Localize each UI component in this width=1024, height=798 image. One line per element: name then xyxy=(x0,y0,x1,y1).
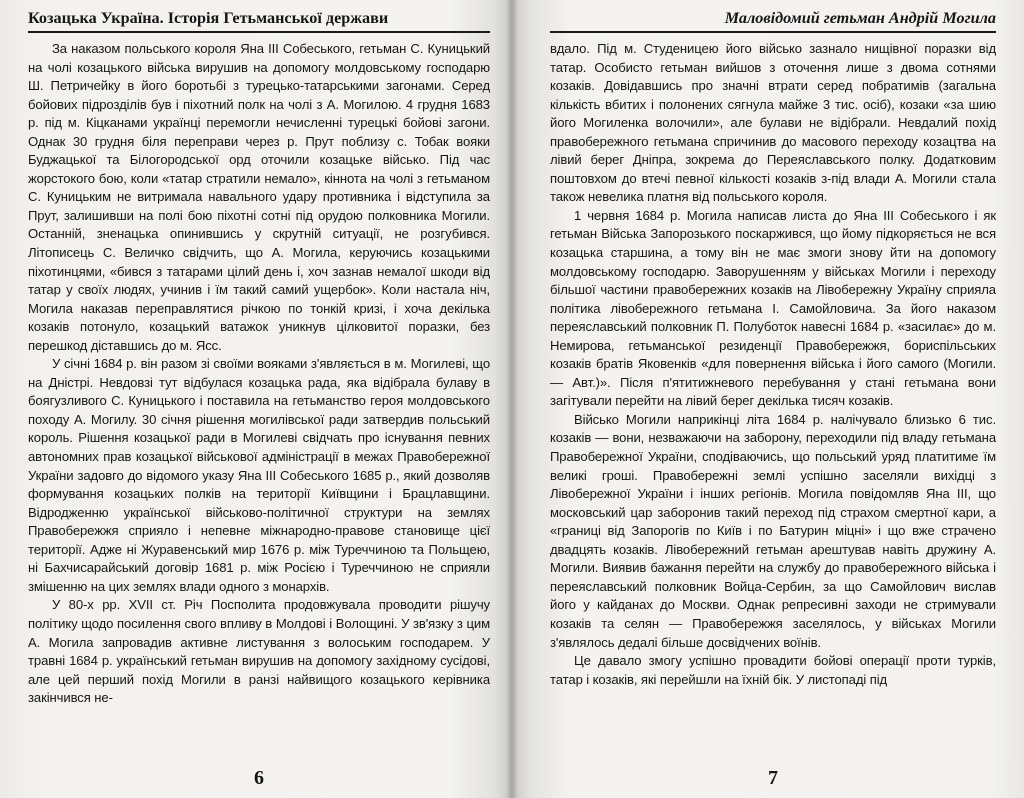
book-gutter-shadow xyxy=(506,0,518,798)
running-head-left: Козацька Україна. Історія Гетьманської держави xyxy=(28,8,490,33)
page-number-left: 6 xyxy=(254,767,264,789)
left-page-body xyxy=(28,40,490,708)
left-page xyxy=(0,0,510,798)
paragraph: вдало. Під м. Студеницею його військо зазнало нищівної поразки від татар. Особисто гетьман вийшов з оточення лише з двома сотнями козаків. Довідавшись про значні втрати серед побратимів (загальна кількість вбитих і полонених сягнула майже 3 тис. осіб), козаки «за шию його Могиленка волочили», але булави не відібрали. Невдалий похід правобережного гетьмана спричинив до масового переходу козацтва на лівий берег Дніпра, зокрема до Переяславського полку. Додатковим поштовхом до втечі певної кількості козаків з-під влади А. Могили стала також невелика платня від польського короля. xyxy=(550,41,996,205)
right-page xyxy=(510,0,1024,798)
paragraph: У січні 1684 р. він разом зі своїми вояками з'являється в м. Могилеві, що на Дністрі. Невдовзі тут відбулася козацька рада, яка відібрала булаву в боягузливого С. Куницького і поставила на гетьманство героя молдовського походу А. Могилу. 30 січня рішення могилівської ради затвердив польський король. Рішення козацької ради в Могилеві свідчать про існування певних автономних прав козацької військової адміністрації в межах Правобережної України задовго до відомого указу Яна ІІІ Собеського 1685 р., який дозволяв формування козацьких полків на території Київщини і Брацлавщини. Відродженню української військово-політичної структури на землях Правобережжя сприяло і непевне міжнародно-правове становище цієї території. Адже ні Журавенський мир 1676 р. між Туреччиною та Польщею, ні Бахчисарайський договір 1681 р. між Росією і Туреччиною не сприяли змішенню на цих землях влади одного з монархів. xyxy=(28,356,490,594)
right-page-body xyxy=(550,40,996,689)
paragraph: Це давало змогу успішно провадити бойові операції проти турків, татар і козаків, які перейшли на їхній бік. У листопаді під xyxy=(550,653,996,687)
paragraph: 1 червня 1684 р. Могила написав листа до Яна ІІІ Собеського і як гетьман Війська Запорозького поскаржився, що йому підкоряється не вся козацька старшина, а тому він не має змоги знову йти на допомогу молдовському господарю. Заворушенням у військах Могили і переходу більшої частини правобережних козаків на Лівобережну Україну сприяла політика лівобережного гетьмана І. Самойловича. За його наказом переяславський полковник П. Полуботок навесні 1684 р. «засилає» до м. Немирова, гетьманської резиденції Правобережжя, бориспільських козаків братів Яковенків «для повернення війська і його самого (Могили. — Авт.)». Після п'ятитижневого перебування у стані гетьмана вони загітували перейти на лівий берег декілька тисяч козаків. xyxy=(550,207,996,409)
page-number-right: 7 xyxy=(768,767,778,789)
paragraph: Військо Могили наприкінці літа 1684 р. налічувало близько 6 тис. козаків — вони, незважаючи на заборону, переходили під владу гетьмана Правобережної України, сподіваючись, що польський уряд платитиме їм великі гроші. Правобережні землі успішно заселяли вихідці з Лівобережної України і інших регіонів. Могила повідомляв Яна ІІІ, що московський цар заборонив такий переход під страхом смертної кари, а «границі від Запорогів по Київ і по Батурин міцні» і що вже страчено двадцять козаків. Лівобережний гетьман арештував навіть дружину А. Могили. Виявив бажання перейти на службу до правобережного війська і переяславський полковник Войца-Сербин, за що Самойлович вислав його у кайданах до Москви. Однак репресивні заходи не стримували козаків та селян — Правобережжя заселялось, у військах Могили з'являлось дедалі більше досвідчених воїнів. xyxy=(550,411,996,650)
paragraph: У 80-х рр. XVII ст. Річ Посполита продовжувала проводити рішучу політику щодо посилення свого впливу в Молдові і Волощині. У зв'язку з цим А. Могила запровадив активне листування з волоським господарем. У травні 1684 р. український гетьман вирушив на допомогу західному сусідові, але цей перший похід Могили в ранзі найвищого козацького керівника закінчився не- xyxy=(28,597,490,706)
paragraph: За наказом польського короля Яна ІІІ Собеського, гетьман С. Куницький на чолі козацького війська вирушив на допомогу молдовському господарю Ш. Петричейку в його боротьбі з турецько-татарськими загонами. Серед бойових підрозділів був і піхотний полк на чолі з А. Могилою. 4 грудня 1683 р. під м. Кіцканами українці перемогли нечисленні турецькі бойові загони. Однак 30 грудня біля переправи через р. Прут поблизу с. Тобак вояки Буджацької та Білогородської орд оточили козацьке військо. Під час жорстокого бою, коли «татар стратили немало», кіннота на чолі з гетьманом С. Куницьким не витримала навального удару противника і відступила за Прут, залишивши на полі бою піхотні сотні під орудою полковника Могили. Останній, зненацька опинившись у скрутній ситуації, не розгубився. Літописець С. Величко свідчить, що А. Могила, керуючись козацькими піхотинцями, «бився з татарами цілий день і, хоч зазнав немалої шкоди від татар у своїх людях, учинив і їм такий самий ущербок». Коли настала ніч, Могила наказав переправлятися річкою по тонкій кризі, і хоча декілька козаків потонуло, козацький ватажок уникнув цілковитої поразки, без перешкод діставшись до м. Ясс. xyxy=(28,41,490,353)
running-head-right: Маловідомий гетьман Андрій Могила xyxy=(550,8,996,33)
